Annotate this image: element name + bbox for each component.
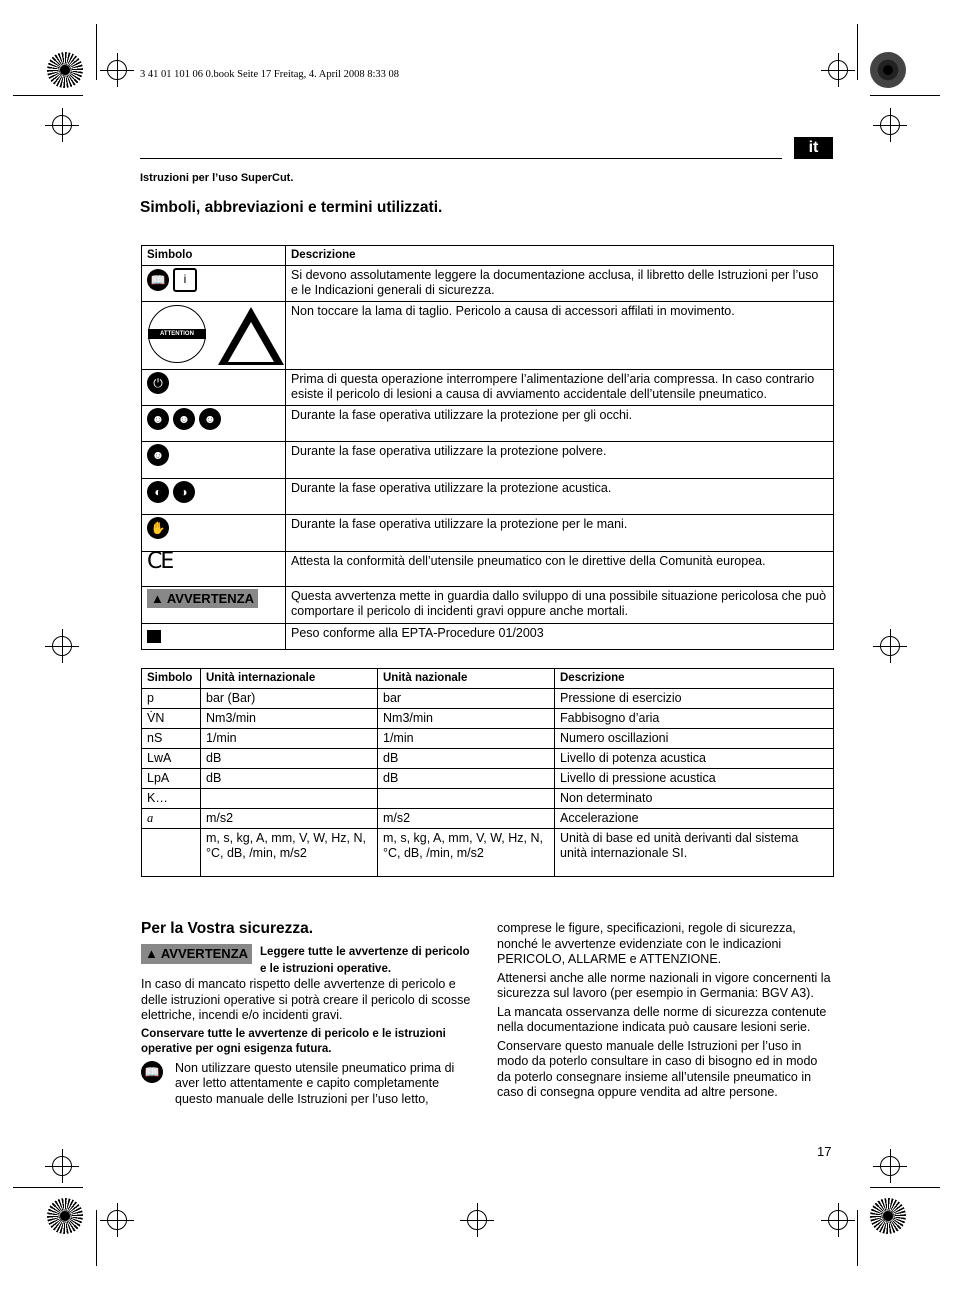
table-row: V̇N Nm3/min Nm3/min Fabbisogno d’aria bbox=[142, 709, 834, 729]
col-header-national-unit: Unità nazionale bbox=[378, 669, 555, 689]
table-row: nS 1/min 1/min Numero oscillazioni bbox=[142, 729, 834, 749]
table-row bbox=[142, 552, 834, 587]
paragraph: comprese le figure, specificazioni, regole di sicurezza, nonché le avvertenze evidenziate con le indicazioni PERICOLO, ALLARME e ATTENZIONE. bbox=[497, 921, 796, 966]
warning-triangle-icon: ▲ bbox=[151, 591, 164, 606]
info-book-icon: i bbox=[173, 268, 197, 292]
face-shield-icon: ☻ bbox=[147, 408, 169, 430]
helmet-icon: ☻ bbox=[173, 408, 195, 430]
crop-mark bbox=[857, 1210, 858, 1266]
col-header-symbol: Simbolo bbox=[142, 669, 201, 689]
ear-protection-icon: ◐ bbox=[147, 481, 169, 503]
weight-icon bbox=[147, 630, 161, 643]
description-cell: Durante la fase operativa utilizzare la protezione per gli occhi. bbox=[286, 406, 834, 442]
safety-title: Per la Vostra sicurezza. bbox=[141, 920, 314, 937]
registration-sunburst-top-right bbox=[870, 52, 906, 88]
table-row bbox=[142, 406, 834, 442]
description-cell: Durante la fase operativa utilizzare la protezione per le mani. bbox=[286, 515, 834, 552]
table-row: LwA dB dB Livello di potenza acustica bbox=[142, 749, 834, 769]
table-row bbox=[142, 587, 834, 624]
paragraph: Conservare questo manuale delle Istruzioni per l’uso in modo da poterlo consultare in caso di bisogno ed in modo da poterlo consegnare insieme all’utensile pneumatico in caso di consegna oppure vendita ad altre persone. bbox=[497, 1038, 818, 1099]
crosshair-mark bbox=[880, 636, 900, 656]
table-row: p bar (Bar) bar Pressione di esercizio bbox=[142, 689, 834, 709]
registration-sunburst-top-left bbox=[47, 52, 83, 88]
col-header-description: Descrizione bbox=[555, 669, 834, 689]
top-rule bbox=[140, 158, 782, 159]
warning-text: In caso di mancato rispetto delle avvertenze di pericolo e delle istruzioni operative si potrà creare il pericolo di scosse elettriche, incendi e/o incidenti gravi. bbox=[141, 977, 471, 1022]
keep-instructions-text: Conservare tutte le avvertenze di pericolo e le istruzioni operative per ogni esigenza futura. bbox=[141, 1027, 446, 1055]
description-cell: Questa avvertenza mette in guardia dallo sviluppo di una possibile situazione pericolosa che può comportare il pericolo di incidenti gravi oppure anche mortali. bbox=[286, 587, 834, 624]
language-tab: it bbox=[794, 137, 833, 159]
warning-triangle-icon: ▲ bbox=[145, 946, 158, 961]
description-cell: Non toccare la lama di taglio. Pericolo a causa di accessori affilati in movimento. bbox=[286, 302, 834, 370]
safety-left-column bbox=[141, 944, 479, 1107]
read-manual-text: Non utilizzare questo utensile pneumatico prima di aver letto attentamente e capito completamente questo manuale delle Istruzioni per l’uso letto, bbox=[175, 1060, 455, 1106]
ear-muffs-icon: ◑ bbox=[173, 481, 195, 503]
crosshair-mark bbox=[828, 60, 848, 80]
read-manual-icon: 📖 bbox=[147, 269, 169, 291]
description-cell: Si devono assolutamente leggere la documentazione acclusa, il libretto delle Istruzioni per l’uso e le Indicazioni generali di sicurezza. bbox=[286, 266, 834, 302]
description-cell: Prima di questa operazione interrompere l’alimentazione dell’aria compressa. In caso contrario esiste il pericolo di lesioni a causa di avviamento accidentale dell’utensile pneumatico. bbox=[286, 370, 834, 406]
crosshair-mark bbox=[107, 1210, 127, 1230]
warning-bold-text: Leggere tutte le avvertenze di pericolo e le istruzioni operative. bbox=[260, 946, 470, 975]
crosshair-mark bbox=[880, 115, 900, 135]
crosshair-mark bbox=[467, 1210, 487, 1230]
print-header: 3 41 01 101 06 0.book Seite 17 Freitag, 4. April 2008 8:33 08 bbox=[140, 69, 399, 80]
crosshair-mark bbox=[52, 1156, 72, 1176]
table-row bbox=[142, 515, 834, 552]
crosshair-mark bbox=[52, 636, 72, 656]
col-header-intl-unit: Unità internazionale bbox=[201, 669, 378, 689]
table-row: K… Non determinato bbox=[142, 789, 834, 809]
crop-mark bbox=[13, 1187, 83, 1188]
symbols-table bbox=[141, 245, 834, 650]
crosshair-mark bbox=[828, 1210, 848, 1230]
table-row: a m/s2 m/s2 Accelerazione bbox=[142, 809, 834, 829]
table-row: LpA dB dB Livello di pressione acustica bbox=[142, 769, 834, 789]
table-row bbox=[142, 442, 834, 479]
crop-mark bbox=[96, 1210, 97, 1266]
triangle-inner bbox=[228, 322, 274, 362]
crosshair-mark bbox=[880, 1156, 900, 1176]
warning-badge: ▲ AVVERTENZA bbox=[147, 589, 258, 608]
crosshair-mark bbox=[107, 60, 127, 80]
attention-label: ATTENTION bbox=[148, 329, 206, 339]
registration-sunburst-bottom-left bbox=[47, 1198, 83, 1234]
gloves-icon: ✋ bbox=[147, 517, 169, 539]
table-row bbox=[142, 266, 834, 302]
warning-badge: ▲ AVVERTENZA bbox=[141, 944, 252, 964]
safety-right-column bbox=[497, 921, 834, 1104]
paragraph: La mancata osservanza delle norme di sicurezza contenute nella documentazione indicata può causare lesioni serie. bbox=[497, 1004, 827, 1034]
crop-mark bbox=[96, 24, 97, 80]
crop-mark bbox=[857, 24, 858, 80]
col-header-description: Descrizione bbox=[286, 246, 834, 266]
crosshair-mark bbox=[52, 115, 72, 135]
dust-mask-icon: ☻ bbox=[147, 444, 169, 466]
description-cell: Durante la fase operativa utilizzare la protezione polvere. bbox=[286, 442, 834, 479]
crop-mark bbox=[870, 1187, 940, 1188]
page-number: 17 bbox=[817, 1144, 832, 1159]
col-header-symbol: Simbolo bbox=[142, 246, 286, 266]
table-row bbox=[142, 479, 834, 515]
crop-mark bbox=[13, 95, 83, 96]
crop-mark bbox=[870, 95, 940, 96]
section-title: Simboli, abbreviazioni e termini utilizzati. bbox=[140, 199, 443, 216]
table-row: m, s, kg, A, mm, V, W, Hz, N, °C, dB, /min, m/s2 m, s, kg, A, mm, V, W, Hz, N, °C, dB, /min, m/s2 Unità di base ed unità derivanti dal sistema unità internazionale SI. bbox=[142, 829, 834, 877]
units-table bbox=[141, 668, 834, 877]
description-cell: Durante la fase operativa utilizzare la protezione acustica. bbox=[286, 479, 834, 515]
table-row bbox=[142, 370, 834, 406]
ce-mark-icon: CE bbox=[147, 549, 173, 574]
goggles-icon: ☻ bbox=[199, 408, 221, 430]
doc-title: Istruzioni per l’uso SuperCut. bbox=[140, 172, 294, 184]
disconnect-air-icon: ⏻ bbox=[147, 372, 169, 394]
read-manual-icon: 📖 bbox=[141, 1061, 163, 1083]
paragraph: Attenersi anche alle norme nazionali in vigore concernenti la sicurezza sul lavoro (per esempio in Germania: BGV A3). bbox=[497, 970, 831, 1000]
registration-sunburst-bottom-right bbox=[870, 1198, 906, 1234]
table-row bbox=[142, 624, 834, 650]
description-cell: Attesta la conformità dell’utensile pneumatico con le direttive della Comunità europea. bbox=[286, 552, 834, 587]
description-cell: Peso conforme alla EPTA-Procedure 01/2003 bbox=[286, 624, 834, 650]
